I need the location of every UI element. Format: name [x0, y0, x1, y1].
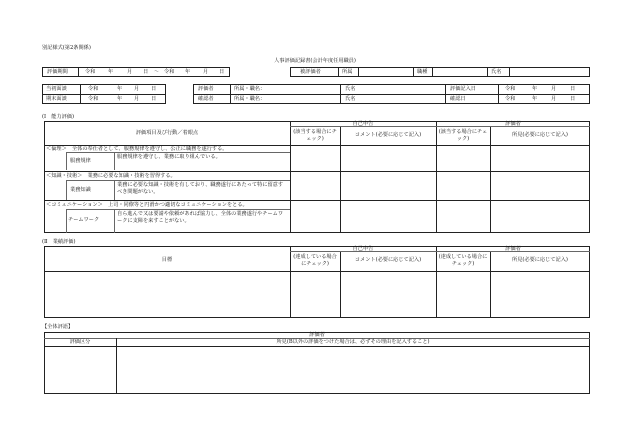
perf-eval-check-header: (達成している場合にチェック)	[438, 254, 488, 267]
section2-heading: (Ⅱ 業績評価)	[42, 239, 76, 245]
evaluator-year: 年	[532, 85, 538, 92]
evaluator-header: 評価者	[505, 121, 521, 127]
initial-era: 令和	[88, 85, 99, 92]
evaluator-month: 月	[551, 85, 557, 92]
category-communication: ＜コミュニケーション＞ 上司・同僚等と円滑かつ適切なコミュニケーションをとる。	[46, 202, 248, 208]
category-ethics: ＜倫理＞ 全体の奉仕者として、服務規律を遵守し、公正に職務を遂行する。	[46, 146, 228, 152]
perf-evaluator-header: 評価者	[505, 246, 521, 252]
item-knowledge: 業務知識	[70, 187, 91, 193]
confirmer-name-label: 氏名	[345, 95, 356, 102]
desc-teamwork: 自ら進んで又は要請や依頼があれば協力し、全体の業務遂行やチームワークに支障を来すことがない。	[117, 211, 284, 225]
initial-day: 日	[151, 85, 157, 92]
name-label: 氏名	[491, 68, 502, 75]
overall-evaluator-header: 評価者	[309, 332, 325, 338]
perf-eval-opinion-header: 所見(必要に応じて記入)	[512, 257, 568, 263]
initial-month: 月	[134, 85, 140, 92]
evaluator-date-label: 評価記入日	[450, 85, 476, 92]
confirmer-date-label: 確認日	[450, 95, 466, 102]
perf-self-header: 自己申告	[352, 246, 374, 252]
item-discipline: 服務規律	[70, 158, 91, 164]
self-check-column-header: (該当する場合にチェック)	[293, 129, 337, 142]
rating-class-header: 評価区分	[69, 339, 91, 345]
period-era-end: 令和	[164, 68, 175, 75]
desc-knowledge: 業務に必要な知識・技術を有しており、職務遂行にあたって特に留意すべき問題がない。	[117, 182, 284, 196]
overall-opinion-header: 所見(B以外の評価をつけた場合は、必ずその理由を記入すること)	[276, 339, 430, 345]
final-era: 令和	[88, 95, 99, 102]
period-tilde: ～	[154, 68, 160, 75]
confirmer-month: 月	[551, 95, 557, 102]
perf-self-comment-header: コメント(必要に応じて記入)	[354, 257, 422, 263]
period-era-start: 令和	[85, 68, 96, 75]
self-assessment-header: 自己申告	[352, 121, 374, 127]
final-month: 月	[134, 95, 140, 102]
eval-check-column-header: (該当する場合にチェック)	[438, 129, 488, 142]
page-title: 人事評価記録書(会計年度任用職員)	[274, 58, 356, 64]
evaluator-name-label: 氏名	[345, 85, 356, 92]
confirmer-year: 年	[532, 95, 538, 102]
initial-year: 年	[117, 85, 123, 92]
items-column-header: 評価項目及び行動／着眼点	[135, 130, 199, 136]
category-knowledge: ＜知識・技術＞ 業務に必要な知識・技術を習得する。	[46, 173, 176, 179]
dept-label: 所属	[342, 68, 353, 75]
confirmer-era: 令和	[505, 95, 516, 102]
section3-heading: 【全体評語】	[42, 324, 74, 330]
evaluator-dept-label: 所属・職名：	[234, 85, 266, 92]
evaluatee-label: 被評価者	[300, 68, 321, 75]
evaluator-day: 日	[570, 85, 576, 92]
perf-self-check-header: (達成している場合にチェック)	[293, 254, 337, 267]
confirmer-day: 日	[570, 95, 576, 102]
period-year-start: 年	[108, 68, 114, 75]
final-day: 日	[151, 95, 157, 102]
position-label: 職種	[417, 68, 428, 75]
period-day-start: 日	[143, 68, 149, 75]
goal-column-header: 目標	[161, 257, 173, 263]
period-month-start: 月	[127, 68, 133, 75]
evaluator-role: 評価者	[198, 85, 214, 92]
final-year: 年	[117, 95, 123, 102]
item-teamwork: チームワーク	[68, 217, 100, 223]
confirmer-role: 確認者	[198, 95, 214, 102]
period-year-end: 年	[185, 68, 191, 75]
confirmer-dept-label: 所属・職名：	[234, 95, 266, 102]
period-label: 評価期間	[47, 68, 68, 75]
form-number: 別記様式(第2条関係)	[42, 45, 91, 51]
period-month-end: 月	[203, 68, 209, 75]
eval-opinion-column-header: 所見(必要に応じて記入)	[512, 132, 568, 138]
self-comment-column-header: コメント(必要に応じて記入)	[354, 132, 422, 138]
final-interview-label: 期末面談	[46, 95, 67, 102]
period-day-end: 日	[219, 68, 225, 75]
initial-interview-label: 当初面談	[46, 85, 67, 92]
evaluator-era: 令和	[505, 85, 516, 92]
desc-discipline: 服務規律を遵守し、業務に取り組んでいる。	[117, 154, 221, 160]
section1-heading: (Ⅰ 能力評価)	[42, 114, 75, 120]
